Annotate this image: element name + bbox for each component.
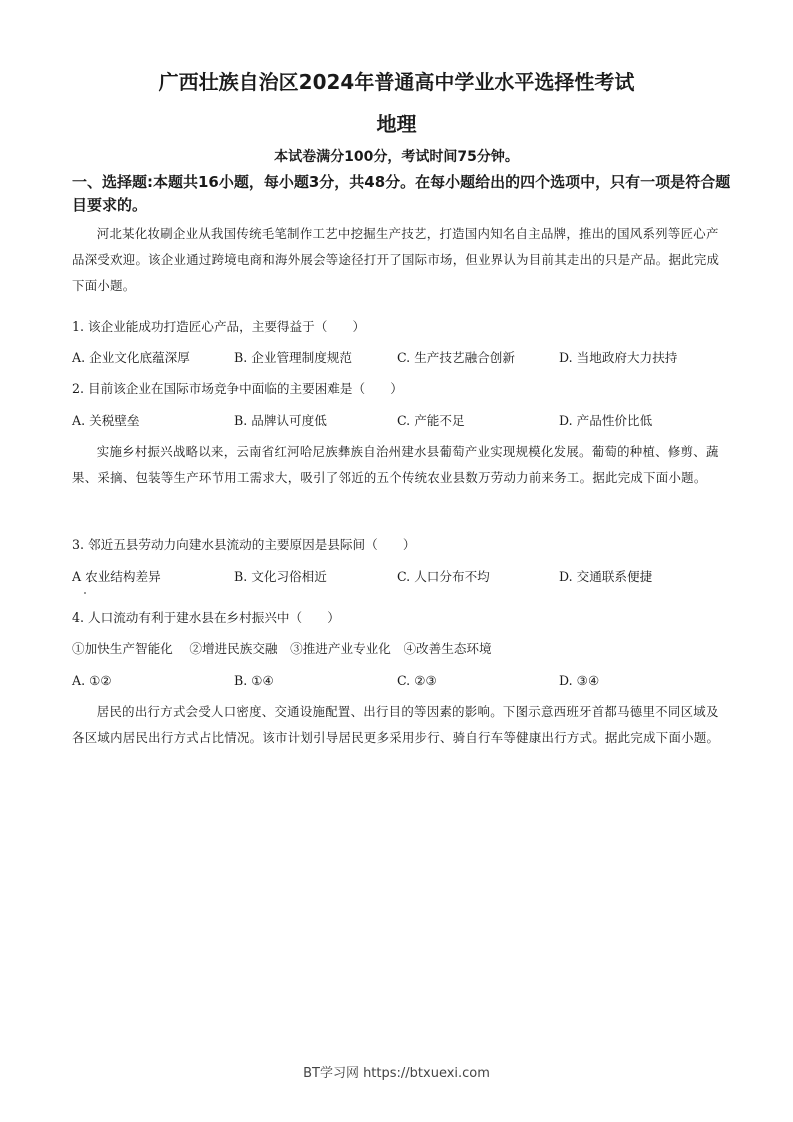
exam-subject: 地理 <box>376 112 417 136</box>
question-3-option-d: D. 交通联系便捷 <box>559 569 653 584</box>
question-3-option-b: B. 文化习俗相近 <box>234 569 327 584</box>
question-2-option-c: C. 产能不足 <box>397 413 465 428</box>
question-4-options <box>72 671 732 691</box>
question-1-option-a: A. 企业文化底蕴深厚 <box>72 350 190 365</box>
exam-info: 本试卷满分100分，考试时间75分钟。 <box>274 149 519 165</box>
question-2-option-a: A. 关税壁垒 <box>72 413 140 428</box>
question-4-option-c: C. ②③ <box>397 673 437 688</box>
question-2-option-b: B. 品牌认可度低 <box>234 413 327 428</box>
question-3-stem: 3. 邻近五县劳动力向建水县流动的主要原因是县际间（ ） <box>72 537 416 552</box>
question-4-stem: 4. 人口流动有利于建水县在乡村振兴中（ ） <box>72 610 340 625</box>
question-4-statements: ①加快生产智能化 ②增进民族交融 ③推进产业专业化 ④改善生态环境 <box>72 641 492 656</box>
question-1-options <box>72 348 732 368</box>
footer-watermark: BT学习网 https://btxuexi.com <box>303 1066 490 1081</box>
question-2-options <box>72 411 732 431</box>
question-3-option-a: A 农业结构差异 <box>72 569 161 584</box>
question-2-option-d: D. 产品性价比低 <box>559 413 653 428</box>
question-1-option-c: C. 生产技艺融合创新 <box>397 350 515 365</box>
question-4-option-b: B. ①④ <box>234 673 274 688</box>
passage-3: 居民的出行方式会受人口密度、交通设施配置、出行目的等因素的影响。下图示意西班牙首都马德里不同区域及各区域内居民出行方式占比情况。该市计划引导居民更多采用步行、骑自行车等健康出行方式。据此完成下面小题。 <box>72 704 720 745</box>
question-4-option-a: A. ①② <box>72 673 112 688</box>
passage-2: 实施乡村振兴战略以来，云南省红河哈尼族彝族自治州建水县葡萄产业实现规模化发展。葡萄的种植、修剪、蔬果、采摘、包装等生产环节用工需求大，吸引了邻近的五个传统农业县数万劳动力前来务工。据此完成下面小题。 <box>72 444 719 485</box>
section-heading: 一、选择题:本题共16小题，每小题3分，共48分。在每小题给出的四个选项中，只有一项是符合题目要求的。 <box>72 173 731 214</box>
question-4-option-d: D. ③④ <box>559 673 600 688</box>
stray-mark <box>84 592 86 594</box>
question-1-option-b: B. 企业管理制度规范 <box>234 350 353 365</box>
question-1-stem: 1. 该企业能成功打造匠心产品，主要得益于（ ） <box>72 319 366 334</box>
question-3-option-c: C. 人口分布不均 <box>397 569 490 584</box>
exam-title: 广西壮族自治区2024年普通高中学业水平选择性考试 <box>158 70 635 94</box>
question-1-option-d: D. 当地政府大力扶持 <box>559 350 678 365</box>
question-2-stem: 2. 目前该企业在国际市场竞争中面临的主要困难是（ ） <box>72 381 403 396</box>
passage-1: 河北某化妆刷企业从我国传统毛笔制作工艺中挖掘生产技艺，打造国内知名自主品牌，推出的国风系列等匠心产品深受欢迎。该企业通过跨境电商和海外展会等途径打开了国际市场，但业界认为目前其走出的只是产品。据此完成下面小题。 <box>72 226 720 293</box>
question-3-options <box>72 567 732 587</box>
